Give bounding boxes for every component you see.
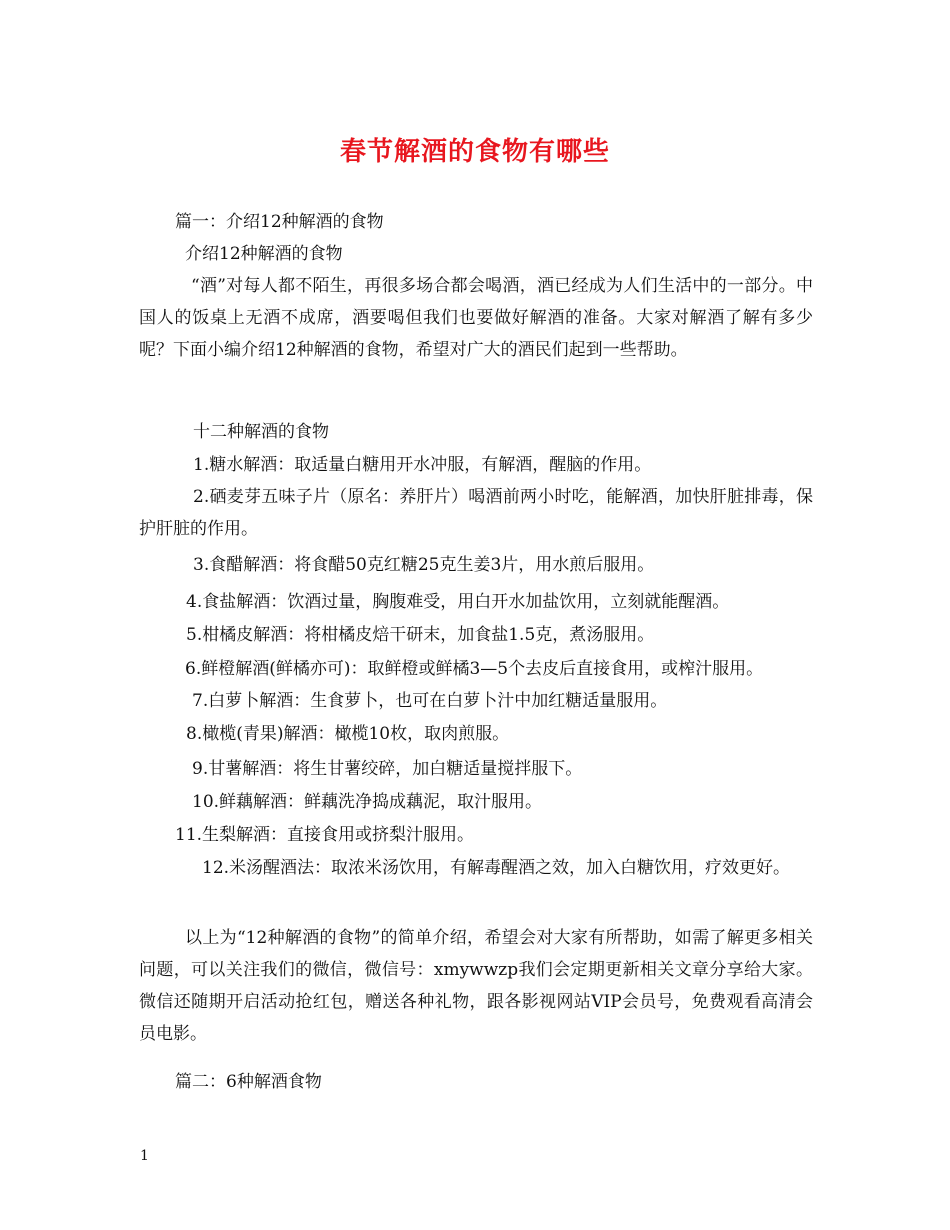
list-item-2: 2.硒麦芽五味子片（原名：养肝片）喝酒前两小时吃，能解酒，加快肝脏排毒，保护肝脏的作用。 [139,487,813,539]
list-item-4: 4.食盐解酒：饮酒过量，胸腹难受，用白开水加盐饮用，立刻就能醒酒。 [186,592,730,612]
intro-paragraph: “酒”对每人都不陌生，再很多场合都会喝酒，酒已经成为人们生活中的一部分。中国人的饭桌上无酒不成席，酒要喝但我们也要做好解酒的准备。大家对解酒了解有多少呢？下面小编介绍12种解酒的食物，希望对广大的酒民们起到一些帮助。 [139,276,813,360]
list-item-5: 5.柑橘皮解酒：将柑橘皮焙干研末，加食盐1.5克，煮汤服用。 [186,625,655,645]
list-item-12: 12.米汤醒酒法：取浓米汤饮用，有解毒醒酒之效，加入白糖饮用，疗效更好。 [202,858,791,878]
list-item-11: 11.生梨解酒：直接食用或挤梨汁服用。 [175,825,475,845]
document-title: 春节解酒的食物有哪些 [339,137,610,167]
list-item-9: 9.甘薯解酒：将生甘薯绞碎，加白糖适量搅拌服下。 [192,759,583,779]
closing-paragraph: 以上为“12种解酒的食物”的简单介绍，希望会对大家有所帮助，如需了解更多相关问题，可以关注我们的微信，微信号：xmywwzp我们会定期更新相关文章分享给大家。微信还随期开启活动抢红包，赠送各种礼物，跟各影视网站VIP会员号，免费观看高清会员电影。 [139,928,813,1044]
list-item-8: 8.橄榄(青果)解酒：橄榄10枚，取肉煎服。 [186,724,510,744]
list-item-1: 1.糖水解酒：取适量白糖用开水冲服，有解酒，醒脑的作用。 [193,455,652,475]
list-item-10: 10.鲜藕解酒：鲜藕洗净捣成藕泥，取汁服用。 [192,792,543,812]
list-item-7: 7.白萝卜解酒：生食萝卜，也可在白萝卜汁中加红糖适量服用。 [192,691,668,711]
section1-heading: 篇一：介绍12种解酒的食物 [175,212,384,232]
list-heading: 十二种解酒的食物 [193,422,329,442]
page-number: 1 [140,1148,149,1164]
subheading: 介绍12种解酒的食物 [185,244,343,264]
list-item-6: 6.鲜橙解酒(鲜橘亦可)：取鲜橙或鲜橘3—5个去皮后直接食用，或榨汁服用。 [185,659,764,679]
section2-heading: 篇二：6种解酒食物 [175,1072,322,1092]
list-item-3: 3.食醋解酒：将食醋50克红糖25克生姜3片，用水煎后服用。 [193,555,655,575]
